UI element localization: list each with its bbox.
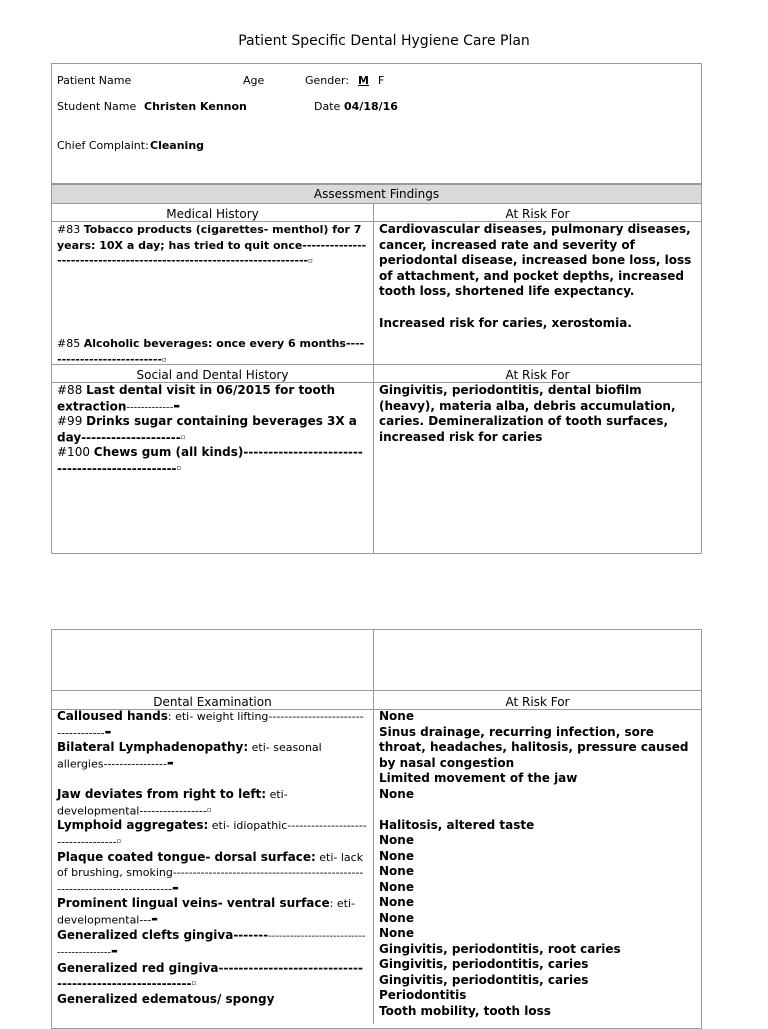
risk-item [379, 802, 697, 818]
social-at-risk-header: At Risk For [505, 368, 570, 382]
risk-item: Gingivitis, periodontitis, caries [379, 957, 589, 971]
student-name-label: Student Name [57, 100, 137, 113]
medical-item-85: #85 Alcoholic beverages: once every 6 months---------------------------▫ [57, 337, 365, 366]
risk-item: None [379, 833, 414, 847]
risk-item: None [379, 786, 414, 801]
risk-item: Limited movement of the jaw [379, 771, 578, 785]
medical-at-risk-header: At Risk For [505, 207, 570, 221]
patient-info-box [51, 63, 702, 184]
medical-history-header: Medical History [166, 207, 259, 221]
risk-item: Sinus drainage, recurring infection, sore throat, headaches, halitosis, pressure caused by nasal congestion [379, 724, 689, 770]
gender-f: F [378, 74, 385, 87]
social-item-100: #100 Chews gum (all kinds)------------------------------------------------▫ [57, 445, 363, 475]
medical-risk-2: Increased risk for caries, xerostomia. [379, 316, 632, 330]
exam-item: Bilateral Lymphadenopathy: eti- seasonal allergies----------------▬ [57, 740, 322, 770]
exam-item: Jaw deviates from right to left: eti- developmental-----------------▫ [57, 787, 288, 817]
exam-item: Plaque coated tongue- dorsal surface: eti- lack of brushing, smoking-----------------------------------------------------------------------------▬ [57, 849, 364, 895]
social-item-88: #88 Last dental visit in 06/2015 for tooth extraction-------------▬ [57, 383, 336, 413]
risk-item: Halitosis, altered taste [379, 817, 535, 832]
exam-item: Prominent lingual veins- ventral surface: eti- developmental---▬ [57, 896, 355, 926]
risk-item: None [379, 848, 414, 863]
risk-item: Gingivitis, periodontitis, caries [379, 972, 589, 987]
chief-complaint-value: Cleaning [150, 139, 205, 152]
gender-label: Gender: [305, 74, 350, 87]
exam-item: Generalized edematous/ spongy [57, 992, 275, 1006]
exam-item: Calloused hands: eti- weight lifting------------------------------------▬ [57, 709, 364, 739]
age-label: Age [243, 74, 265, 87]
date-label: Date [314, 100, 341, 113]
risk-item: Periodontitis [379, 988, 467, 1002]
dental-at-risk-header: At Risk For [505, 695, 570, 709]
social-history-header: Social and Dental History [136, 368, 289, 382]
social-item-99: #99 Drinks sugar containing beverages 3X a day--------------------▫ [57, 414, 357, 444]
risk-item: None [379, 864, 414, 878]
dental-exam-list [57, 709, 367, 1008]
risk-item: None [379, 910, 414, 925]
student-name-value: Christen Kennon [144, 100, 247, 113]
medical-risk-1: Cardiovascular diseases, pulmonary diseases, cancer, increased rate and severity of periodontal disease, increased bone loss, loss of attachment, and pocket depths, increased tooth loss, shortened life expectancy. [379, 222, 692, 298]
assessment-heading: Assessment Findings [313, 187, 440, 201]
social-risk: Gingivitis, periodontitis, dental biofilm (heavy), materia alba, debris accumulation, caries. Demineralization of tooth surfaces, increased risk for caries [379, 383, 676, 444]
exam-item: Generalized red gingiva--------------------------------------------------------▫ [57, 960, 363, 991]
date-value: 04/18/16 [344, 100, 398, 113]
dental-exam-header: Dental Examination [153, 695, 272, 709]
medical-item-83: #83 Tobacco products (cigarettes- menthol) for 7 years: 10X a day; has tried to quit once---------------------------------------------------------------------▫ [57, 223, 367, 267]
risk-item: None [379, 926, 414, 940]
risk-item: None [379, 895, 414, 909]
risk-item: None [379, 709, 414, 723]
gender-m: M [358, 74, 369, 87]
risk-item: Gingivitis, periodontitis, root caries [379, 941, 621, 956]
patient-name-label: Patient Name [57, 74, 132, 87]
risk-item: None [379, 879, 414, 894]
chief-complaint-label: Chief Complaint: [57, 139, 149, 152]
page-title: Patient Specific Dental Hygiene Care Plan [238, 33, 530, 49]
risk-item: Tooth mobility, tooth loss [379, 1003, 551, 1018]
dental-risk-list [379, 709, 697, 1019]
exam-item: Generalized clefts gingiva-------------------------------------------------▬ [57, 927, 366, 959]
exam-item: Lymphoid aggregates: eti- idiopathic-----------------------------------▫ [57, 818, 367, 848]
